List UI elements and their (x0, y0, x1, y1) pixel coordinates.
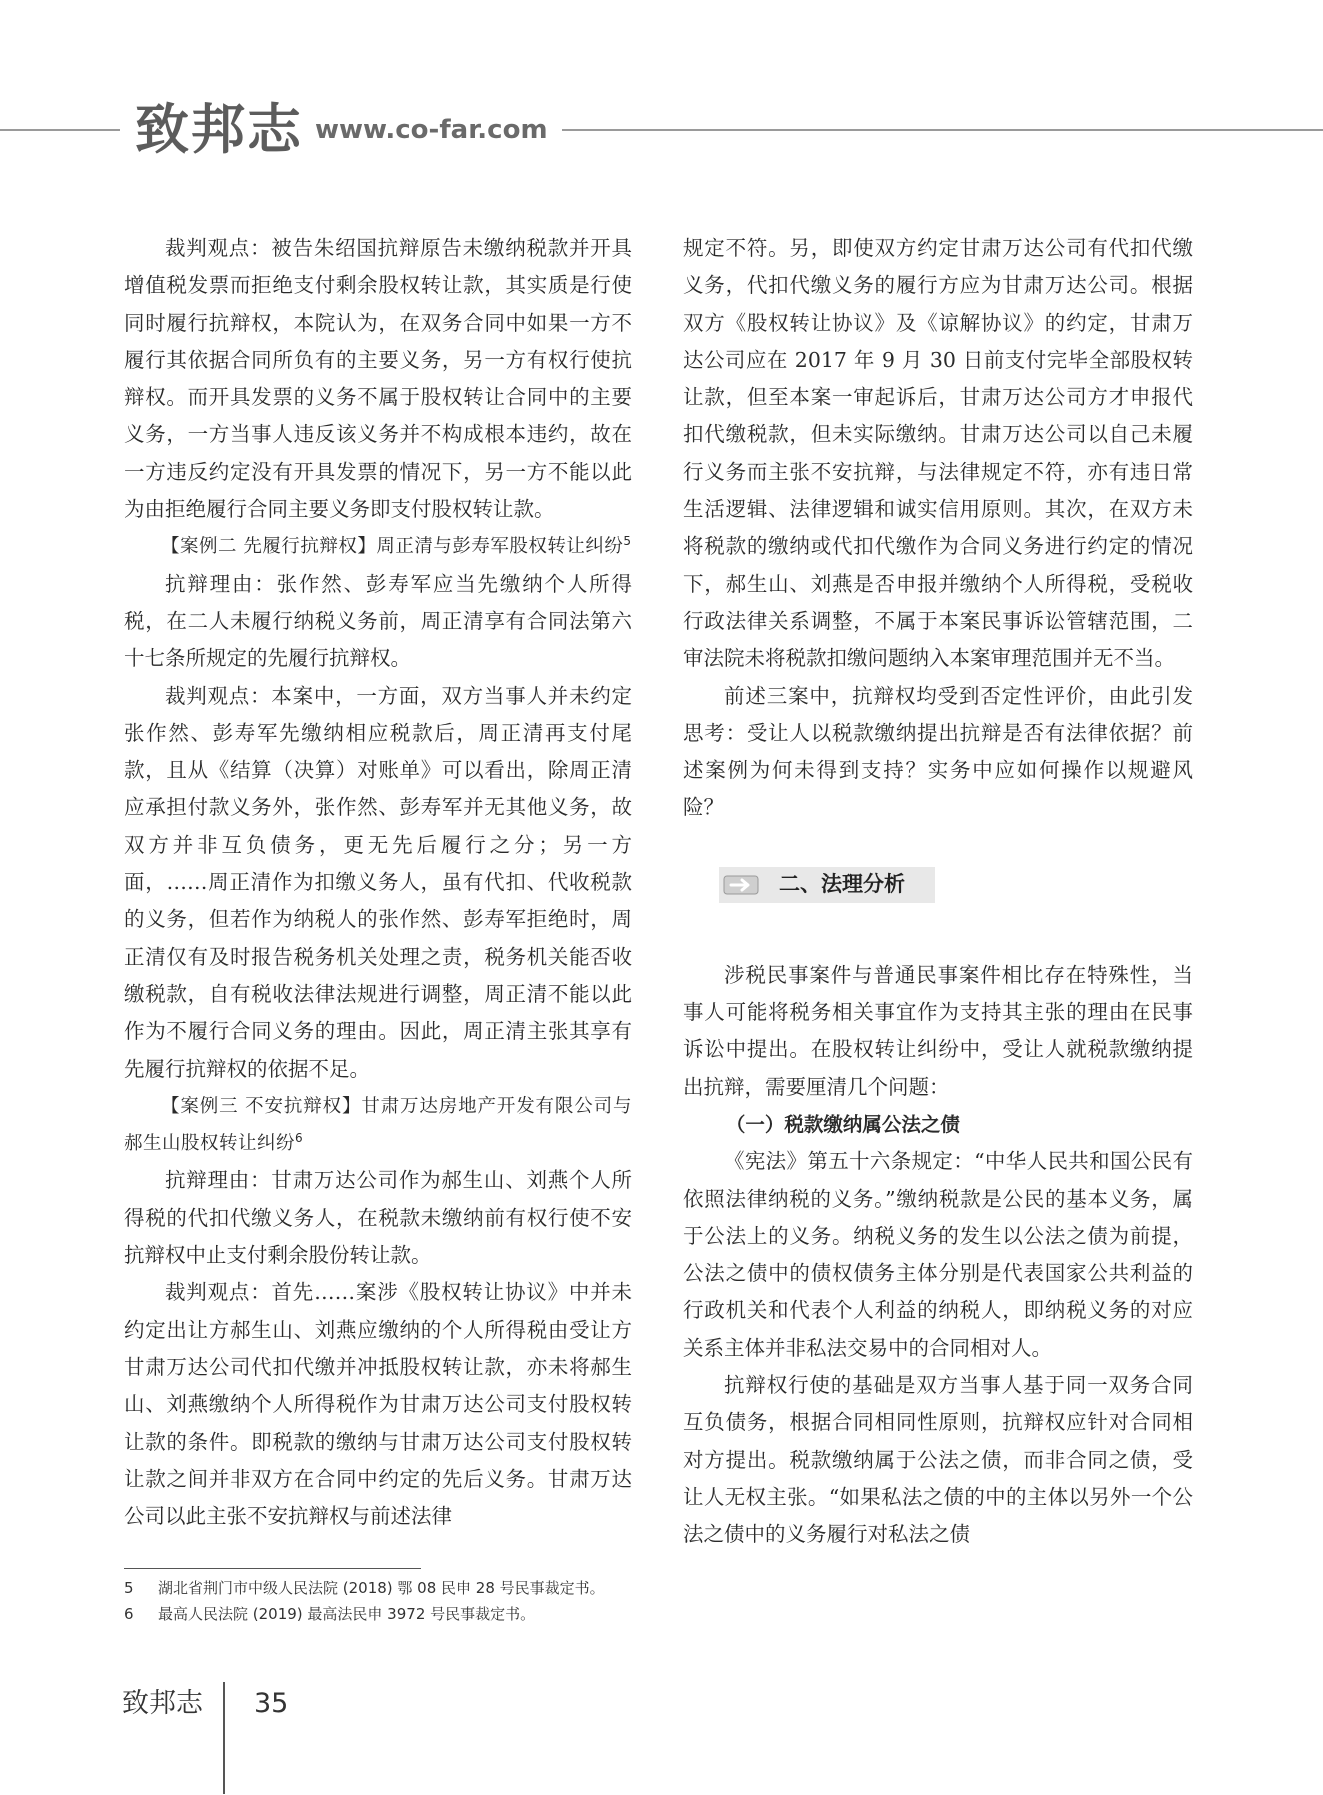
header-rule-right (562, 129, 1323, 131)
footnotes (124, 1575, 605, 1627)
case-heading (124, 1088, 632, 1163)
footnote-ref[interactable]: 6 (295, 1130, 304, 1145)
case-heading-text: 【案例三 不安抗辩权】甘肃万达房地产开发有限公司与郝生山股权转让纠纷 (124, 1095, 632, 1155)
paragraph: 前述三案中，抗辩权均受到否定性评价，由此引发思考：受让人以税款缴纳提出抗辩是否有法律依据？前述案例为何未得到支持？实务中应如何操作以规避风险？ (683, 683, 1193, 820)
footnote-divider (124, 1568, 421, 1569)
footnote-number: 5 (124, 1579, 134, 1597)
paragraph: 涉税民事案件与普通民事案件相比存在特殊性，当事人可能将税务相关事宜作为支持其主张的理由在民事诉讼中提出。在股权转让纠纷中，受让人就税款缴纳提出抗辩，需要厘清几个问题： (683, 962, 1193, 1099)
paragraph: 抗辩理由：甘肃万达公司作为郝生山、刘燕个人所得税的代扣代缴义务人，在税款未缴纳前有权行使不安抗辩权中止支付剩余股份转让款。 (124, 1168, 632, 1268)
paragraph: 裁判观点：被告朱绍国抗辩原告未缴纳税款并开具增值税发票而拒绝支付剩余股权转让款，其实质是行使同时履行抗辩权，本院认为，在双务合同中如果一方不履行其依据合同所负有的主要义务，另一方有权行使抗辩权。而开具发票的义务不属于股权转让合同中的主要义务，一方当事人违反该义务并不构成根本违约，故在一方违反约定没有开具发票的情况下，另一方不能以此为由拒绝履行合同主要义务即支付股权转让款。 (124, 236, 632, 522)
footnote-number: 6 (124, 1605, 134, 1623)
section-title: 二、法理分析 (779, 872, 905, 897)
right-column (683, 230, 1193, 1554)
paragraph: 规定不符。另，即使双方约定甘肃万达公司有代扣代缴义务，代扣代缴义务的履行方应为甘肃万达公司。根据双方《股权转让协议》及《谅解协议》的约定，甘肃万达公司应在 2017 年 9 月 30 日前支付完毕全部股权转让款，但至本案一审起诉后，甘肃万达公司方才申报代扣代缴税款，但未实际缴纳。甘肃万达公司以自己未履行义务而主张不安抗辩，与法律规定不符，亦有违日常生活逻辑、法律逻辑和诚实信用原则。其次，在双方未将税款的缴纳或代扣代缴作为合同义务进行约定的情况下，郝生山、刘燕是否申报并缴纳个人所得税，受税收行政法律关系调整，不属于本案民事诉讼管辖范围，二审法院未将税款扣缴问题纳入本案审理范围并无不当。 (683, 236, 1193, 671)
footnote-item (124, 1601, 605, 1627)
page-header (0, 95, 1323, 165)
section-header (719, 867, 935, 903)
left-column (124, 230, 632, 1535)
paragraph: 抗辩权行使的基础是双方当事人基于同一双务合同互负债务，根据合同相同性原则，抗辩权应针对合同相对方提出。税款缴纳属于公法之债，而非合同之债，受让人无权主张。“如果私法之债的中的主体以另外一个公法之债中的义务履行对私法之债 (683, 1373, 1193, 1547)
case-heading-text: 【案例二 先履行抗辩权】周正清与彭寿军股权转让纠纷 (161, 536, 624, 558)
footnote-text: 最高人民法院 (2019) 最高法民申 3972 号民事裁定书。 (158, 1605, 536, 1623)
header-rule-left (0, 129, 120, 131)
footnote-text: 湖北省荆门市中级人民法院 (2018) 鄂 08 民申 28 号民事裁定书。 (158, 1579, 605, 1597)
footnote-ref[interactable]: 5 (623, 534, 632, 549)
page-number: 35 (254, 1688, 289, 1719)
subheading: （一）税款缴纳属公法之债 (725, 1112, 960, 1136)
paragraph: 抗辩理由：张作然、彭寿军应当先缴纳个人所得税，在二人未履行纳税义务前，周正清享有合同法第六十七条所规定的先履行抗辩权。 (124, 571, 632, 671)
case-heading (124, 528, 632, 565)
footnote-item (124, 1575, 605, 1601)
paragraph: 《宪法》第五十六条规定：“中华人民共和国公民有依照法律纳税的义务。”缴纳税款是公民的基本义务，属于公法上的义务。纳税义务的发生以公法之债为前提，公法之债中的债权债务主体分别是代表国家公共利益的行政机关和代表个人利益的纳税人，即纳税义务的对应关系主体并非私法交易中的合同相对人。 (683, 1149, 1193, 1360)
paragraph: 裁判观点：本案中，一方面，双方当事人并未约定张作然、彭寿军先缴纳相应税款后，周正清再支付尾款，且从《结算（决算）对账单》可以看出，除周正清应承担付款义务外，张作然、彭寿军并无其他义务，故双方并非互负债务，更无先后履行之分；另一方面，……周正清作为扣缴义务人，虽有代扣、代收税款的义务，但若作为纳税人的张作然、彭寿军拒绝时，周正清仅有及时报告税务机关处理之责，税务机关能否收缴税款，自有税收法律法规进行调整，周正清不能以此作为不履行合同义务的理由。因此，周正清主张其享有先履行抗辩权的依据不足。 (124, 683, 632, 1081)
paragraph: 裁判观点：首先……案涉《股权转让协议》中并未约定出让方郝生山、刘燕应缴纳的个人所得税由受让方甘肃万达公司代扣代缴并冲抵股权转让款，亦未将郝生山、刘燕缴纳个人所得税作为甘肃万达公司支付股权转让款的条件。即税款的缴纳与甘肃万达公司支付股权转让款之间并非双方在合同中约定的先后义务。甘肃万达公司以此主张不安抗辩权与前述法律 (124, 1280, 632, 1529)
header-url[interactable]: www.co-far.com (315, 115, 548, 145)
footer-divider (223, 1682, 225, 1794)
arrow-right-icon (721, 870, 761, 900)
logo: 致邦志 (135, 97, 303, 161)
footer-magazine-name: 致邦志 (122, 1688, 203, 1719)
